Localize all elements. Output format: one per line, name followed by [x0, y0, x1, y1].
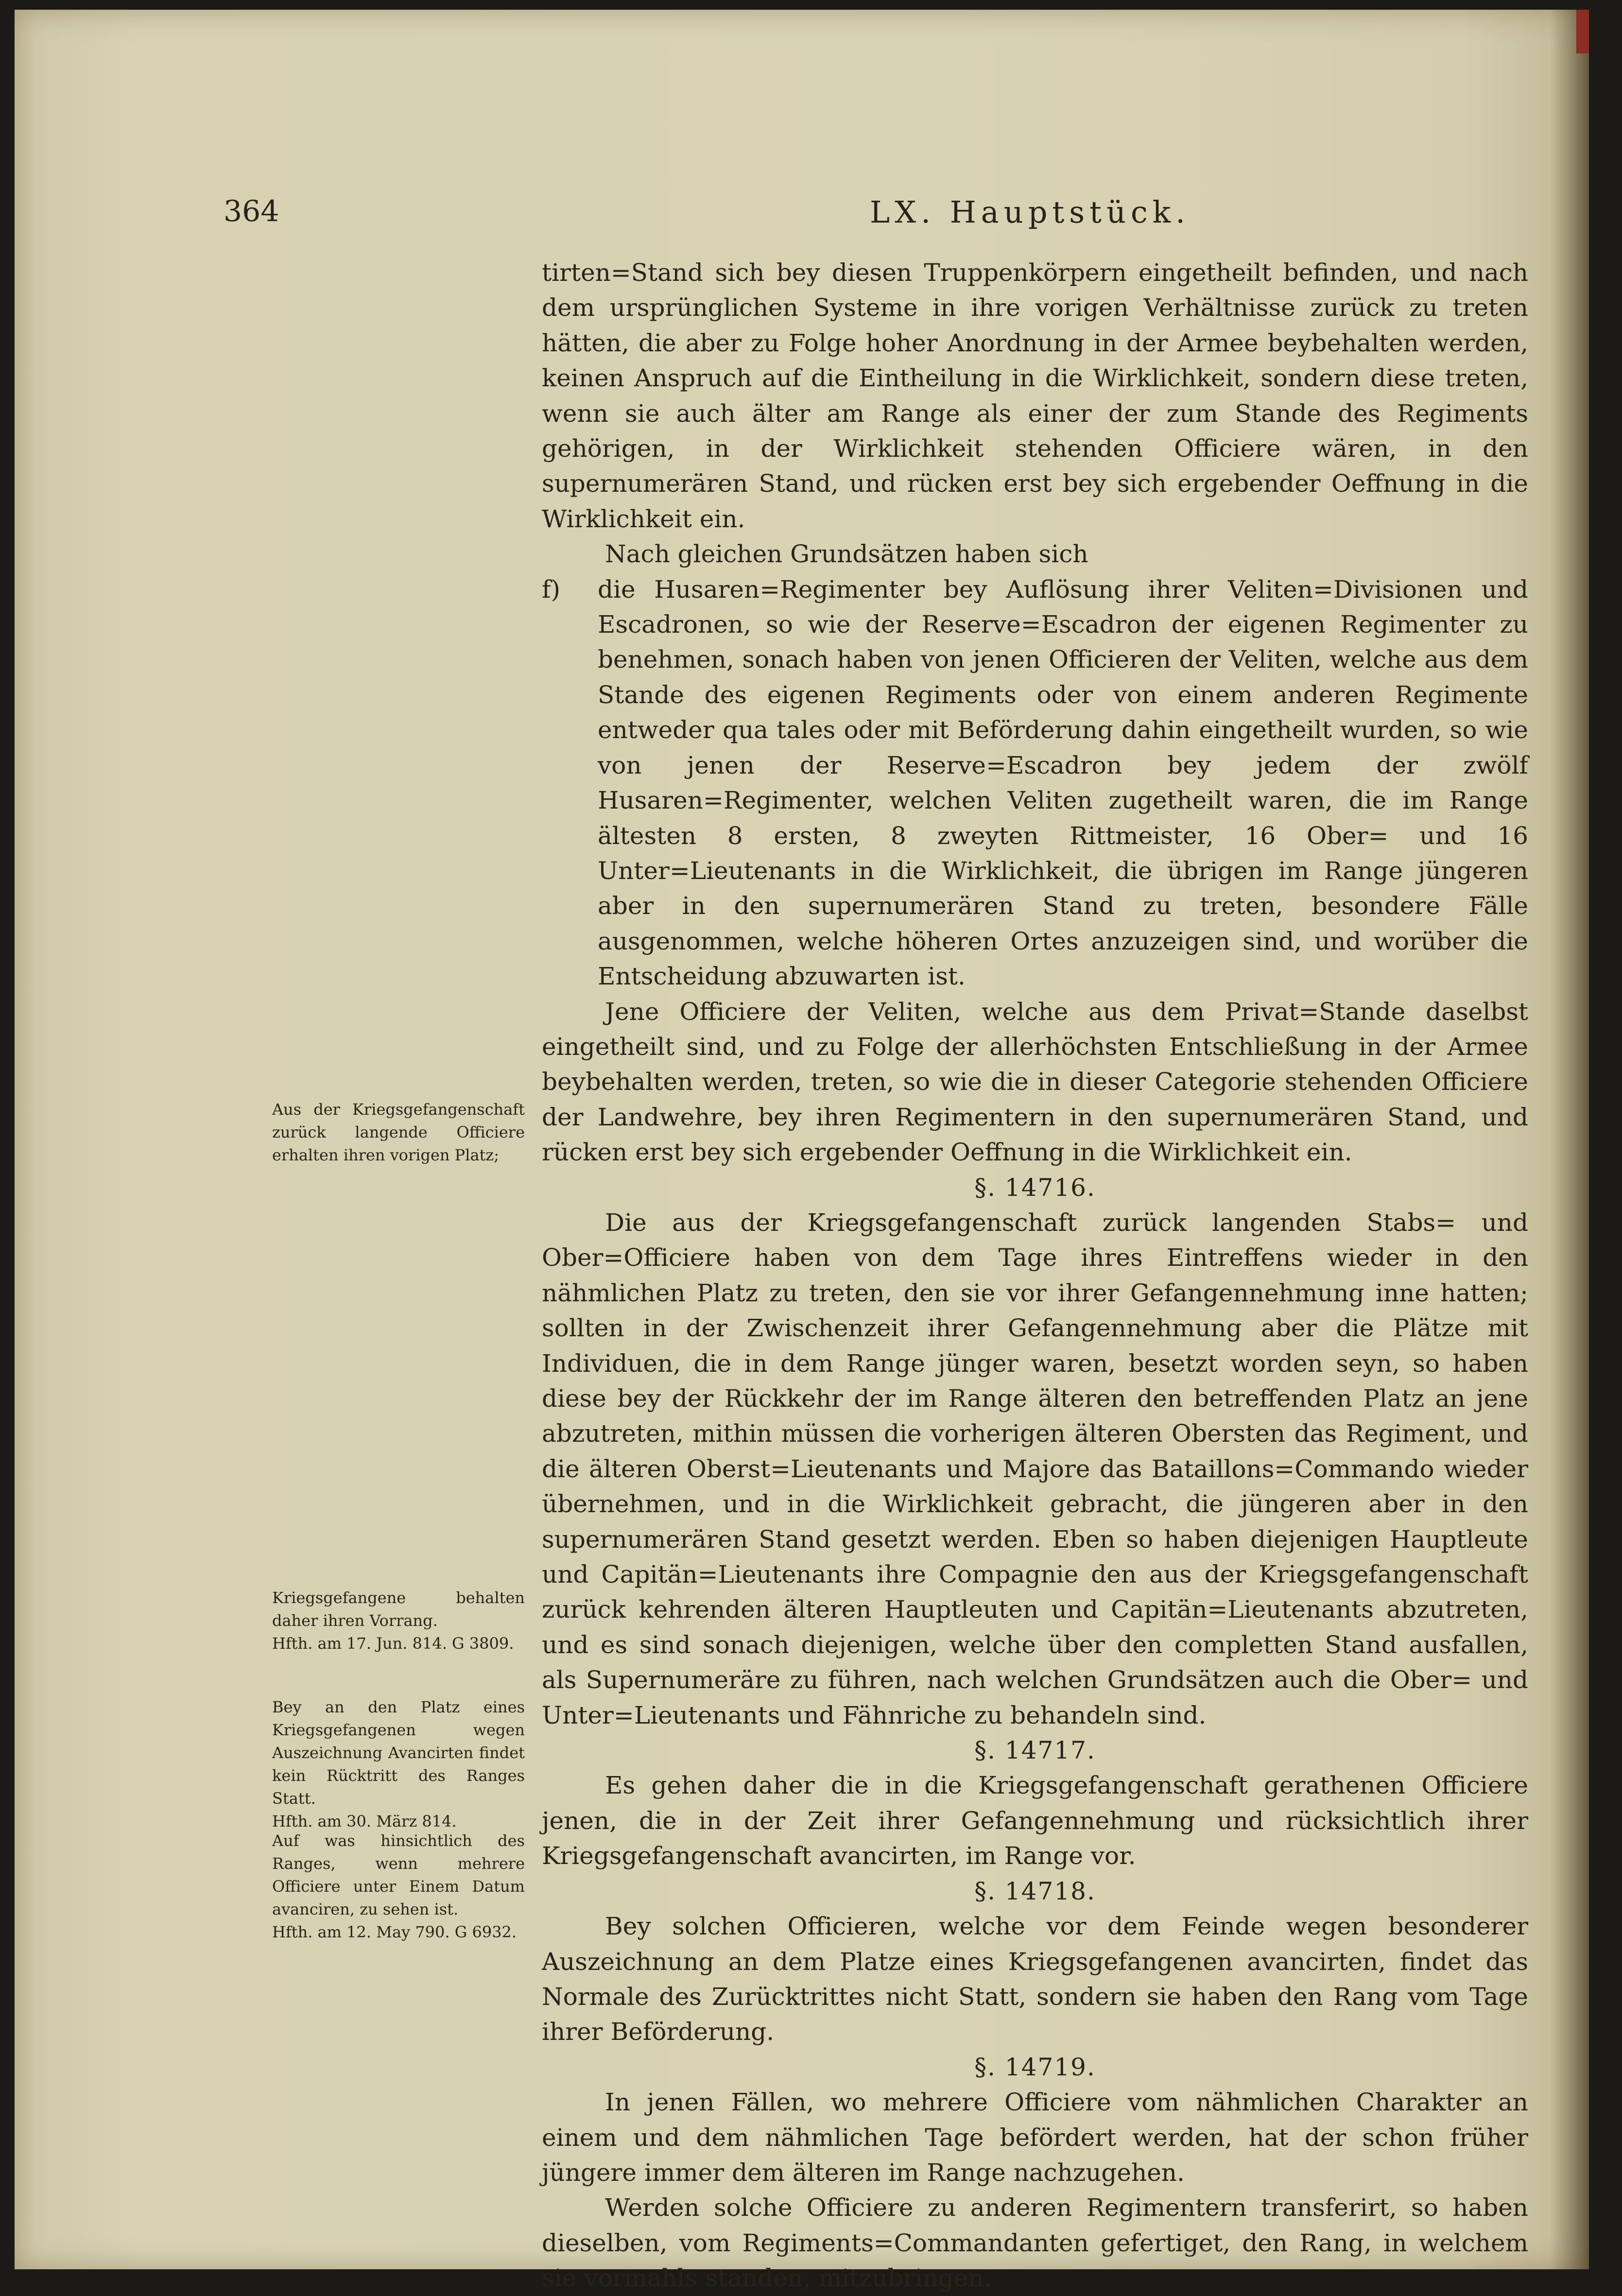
paragraph: Jene Officiere der Veliten, welche aus dem Privat=Stande daselbst eingetheilt sind, und zu Folge der allerhöchsten Entschließung in der Armee beybehalten werden, treten, so wie die in dieser Categorie stehenden Officiere der Landwehre, bey ihren Regimentern in den supernumerären Stand, und rücken erst bey sich ergebender Oeffnung in die Wirklichkeit ein.: [542, 997, 1528, 1167]
margin-note-reference: Hfth. am 17. Jun. 814. G 3809.: [272, 1634, 514, 1653]
margin-note-text: Auf was hinsichtlich des Ranges, wenn mehrere Officiere unter Einem Datum avanciren, zu sehen ist.: [272, 1831, 525, 1918]
margin-note-text: Bey an den Platz eines Kriegsgefangenen wegen Auszeichnung Avancirten findet kein Rücktritt des Ranges Statt.: [272, 1698, 525, 1808]
margin-note-text: Kriegsgefangene behalten daher ihren Vorrang.: [272, 1588, 525, 1630]
margin-note: [272, 1696, 525, 1833]
page-header: [224, 194, 1536, 233]
main-text: [542, 255, 1528, 2296]
margin-note-reference: Hfth. am 30. März 814.: [272, 1812, 457, 1830]
margin-note: [272, 1587, 525, 1655]
paragraph: In jenen Fällen, wo mehrere Officiere vom nähmlichen Charakter an einem und dem nähmlichen Tage befördert werden, hat der schon früher jüngere immer dem älteren im Range nachzugehen.: [542, 2088, 1528, 2187]
book-page: [15, 10, 1589, 2293]
paragraph: tirten=Stand sich bey diesen Truppenkörpern eingetheilt befinden, und nach dem ursprünglichen Systeme in ihre vorigen Verhältnisse zurück zu treten hätten, die aber zu Folge hoher Anordnung in der Armee beybehalten werden, keinen Anspruch auf die Eintheilung in die Wirklichkeit, sondern diese treten, wenn sie auch älter am Range als einer der zum Stande des Regiments gehörigen, in der Wirklichkeit stehenden Officiere wären, in den supernumerären Stand, und rücken erst bey sich ergebender Oeffnung in die Wirklichkeit ein.: [542, 259, 1528, 533]
list-item-f: [542, 572, 1528, 994]
paragraph: Werden solche Officiere zu anderen Regimentern transferirt, so haben dieselben, vom Regiments=Commandanten gefertiget, den Rang, in welchem sie vormahls standen, mitzubringen.: [542, 2193, 1528, 2293]
paragraph: Nach gleichen Grundsätzen haben sich: [605, 540, 1088, 569]
paragraph: Es gehen daher die in die Kriegsgefangenschaft gerathenen Officiere jenen, die in der Zeit ihrer Gefangennehmung und rücksichtlich ihrer Kriegsgefangenschaft avancirten, im Range vor.: [542, 1771, 1528, 1870]
page-edge-tab: [1576, 10, 1589, 53]
margin-note-reference: Hfth. am 12. May 790. G 6932.: [272, 1923, 517, 1941]
paragraph: Bey solchen Officieren, welche vor dem Feinde wegen besonderer Auszeichnung an dem Platze eines Kriegsgefangenen avancirten, findet das Normale des Zurücktrittes nicht Statt, sondern sie haben den Rang vom Tage ihrer Beförderung.: [542, 1912, 1528, 2046]
paragraph: Die aus der Kriegsgefangenschaft zurück langenden Stabs= und Ober=Officiere haben von dem Tage ihres Eintreffens wieder in den nähmlichen Platz zu treten, den sie vor ihrer Gefangennehmung inne hatten; sollten in der Zwischenzeit ihrer Gefangennehmung aber die Plätze mit Individuen, die in dem Range jünger waren, besetzt worden seyn, so haben diese bey der Rückkehr der im Range älteren den betreffenden Platz an jene abzutreten, mithin müssen die vorherigen älteren Obersten das Regiment, und die älteren Oberst=Lieutenants und Majore das Bataillons=Commando wieder übernehmen, und in die Wirklichkeit gebracht, die jüngeren aber in den supernumerären Stand gesetzt werden. Eben so haben diejenigen Hauptleute und Capitän=Lieutenants ihre Compagnie den aus der Kriegsgefangenschaft zurück kehrenden älteren Hauptleuten und Capitän=Lieutenants abzutreten, und es sind sonach diejenigen, welche über den completten Stand ausfallen, als Supernumeräre zu führen, nach welchen Grundsätzen auch die Ober= und Unter=Lieutenants und Fähnriche zu behandeln sind.: [542, 1208, 1528, 1729]
page-number: 364: [224, 194, 279, 228]
margin-note-text: Aus der Kriegsgefangenschaft zurück langende Officiere erhalten ihren vorigen Platz;: [272, 1100, 525, 1164]
section-heading-14716: §. 14716.: [974, 1173, 1096, 1202]
section-heading-14718: §. 14718.: [974, 1877, 1096, 1905]
section-heading-14719: §. 14719.: [974, 2053, 1096, 2081]
list-marker: f): [542, 575, 561, 604]
section-heading-14717: §. 14717.: [974, 1736, 1096, 1765]
margin-note: [272, 1098, 525, 1167]
page-spine-shadow: [1550, 10, 1589, 2269]
list-item-text: die Husaren=Regimenter bey Auflösung ihrer Veliten=Divisionen und Escadronen, so wie der Reserve=Escadron der eigenen Regimenter zu benehmen, sonach haben von jenen Officieren der Veliten, welche aus dem Stande des eigenen Regiments oder von einem anderen Regimente entweder qua tales oder mit Beförderung dahin eingetheilt wurden, so wie von jenen der Reserve=Escadron bey jedem der zwölf Husaren=Regimenter, welchen Veliten zugetheilt waren, die im Range ältesten 8 ersten, 8 zweyten Rittmeister, 16 Ober= und 16 Unter=Lieutenants in die Wirklichkeit, die übrigen im Range jüngeren aber in den supernumerären Stand zu treten, besondere Fälle ausgenommen, welche höheren Ortes anzuzeigen sind, und worüber die Entscheidung abzuwarten ist.: [598, 575, 1528, 991]
margin-note: [272, 1830, 525, 1944]
running-head: LX. Hauptstück.: [870, 194, 1190, 230]
